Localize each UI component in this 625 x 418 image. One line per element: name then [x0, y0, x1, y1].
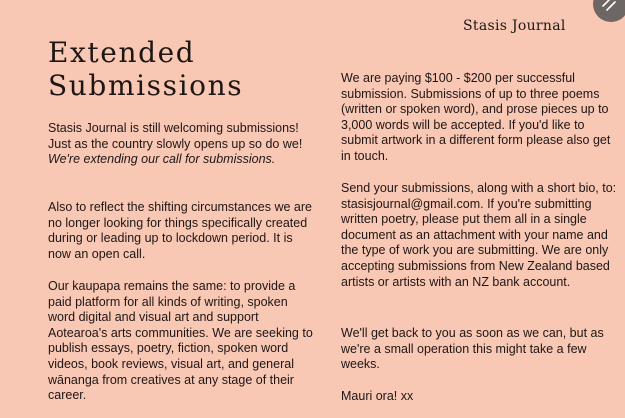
left-paragraph-1-emphasis: We're extending our call for submissions.: [48, 152, 276, 167]
right-paragraph-4: Mauri ora! xx: [341, 389, 414, 403]
left-paragraph-1: [48, 121, 318, 168]
journal-brand: Stasis Journal: [463, 18, 566, 34]
title-line-1: Extended: [48, 36, 196, 69]
right-paragraph-1: We are paying $100 - $200 per successful submission. Submissions of up to three poems (written or spoken word), and prose pieces up to 3,000 words will be accepted. If you'd like to submit artwork in a different form please also get in touch.: [341, 71, 611, 163]
title-line-2: Submissions: [48, 69, 244, 102]
left-paragraph-2: Also to reflect the shifting circumstances we are no longer looking for things specifically created during or leading up to lockdown period. It is now an open call.: [48, 200, 313, 261]
page-title: [48, 36, 243, 102]
expand-button[interactable]: [593, 0, 625, 22]
left-paragraph-1-text: Stasis Journal is still welcoming submissions! Just as the country slowly opens up so do we!: [48, 121, 303, 151]
right-paragraph-2: Send your submissions, along with a short bio, to: stasisjournal@gmail.com. If you're submitting written poetry, please put them all in a single document as an attachment with your name and the type of work you are submitting. We are only accepting submissions from New Zealand based artists or artists with an NZ bank account.: [341, 181, 617, 289]
expand-icon: [601, 0, 617, 12]
right-paragraph-3: We'll get back to you as soon as we can, but as we're a small operation this might take a few weeks.: [341, 326, 604, 372]
left-paragraph-3: Our kaupapa remains the same: to provide a paid platform for all kinds of writing, spoken word digital and visual art and support Aotearoa's arts communities. We are seeking to publish essays, poetry, fiction, spoken word videos, book reviews, visual art, and general wānanga from creatives at any stage of their career.: [48, 279, 313, 403]
